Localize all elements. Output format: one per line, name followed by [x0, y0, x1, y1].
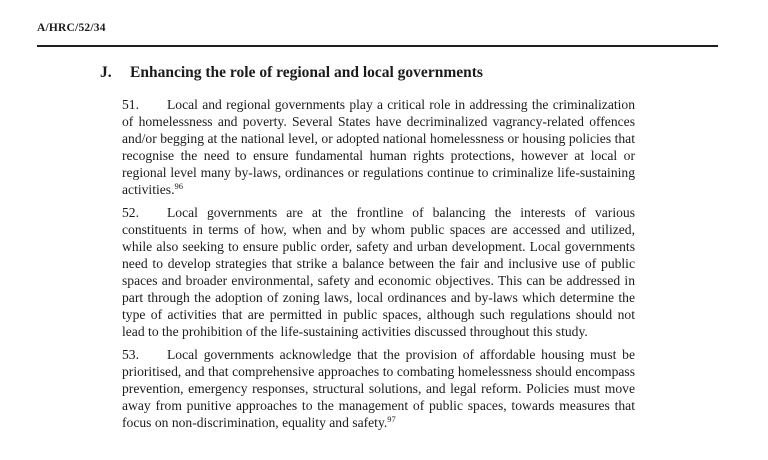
paragraph-52: [122, 204, 635, 340]
document-body: [122, 96, 635, 437]
paragraph-text: Local and regional governments play a critical role in addressing the criminalization of homelessness and poverty. Several States have decriminalized vagrancy-related offences and/or begging at the national level, or adopted national homelessness or housing policies that recognise the need to ensure fundamental human rights protections, however at local or regional level many by-laws, ordinances or regulations continue to criminalize life-sustaining activities.: [122, 97, 635, 197]
document-symbol: A/HRC/52/34: [37, 22, 106, 34]
footnote-reference: 96: [174, 181, 183, 191]
section-title: Enhancing the role of regional and local governments: [130, 64, 483, 81]
paragraph-text: Local governments acknowledge that the provision of affordable housing must be prioritised, and that comprehensive approaches to combating homelessness should encompass prevention, emergency responses, structural solutions, and legal reform. Policies must move away from punitive approaches to the management of public spaces, towards measures that focus on non-discrimination, equality and safety.: [122, 347, 635, 430]
section-label: J.: [100, 64, 112, 81]
paragraph-text: Local governments are at the frontline of balancing the interests of various constituents in terms of how, when and by whom public spaces are accessed and utilized, while also seeking to ensure public order, safety and urban development. Local governments need to develop strategies that strike a balance between the fair and inclusive use of public spaces and broader environmental, safety and economic objectives. This can be addressed in part through the adoption of zoning laws, local ordinances and by-laws which determine the type of activities that are permitted in public spaces, although such regulations should not lead to the prohibition of the life-sustaining activities discussed throughout this study.: [122, 205, 635, 339]
paragraph-number: 53.: [122, 347, 139, 362]
footnote-reference: 97: [387, 414, 396, 424]
paragraph-number: 52.: [122, 205, 139, 220]
paragraph-53: [122, 346, 635, 431]
section-heading: [100, 63, 640, 82]
header-rule: [37, 45, 718, 47]
paragraph-51: [122, 96, 635, 198]
paragraph-number: 51.: [122, 97, 139, 112]
